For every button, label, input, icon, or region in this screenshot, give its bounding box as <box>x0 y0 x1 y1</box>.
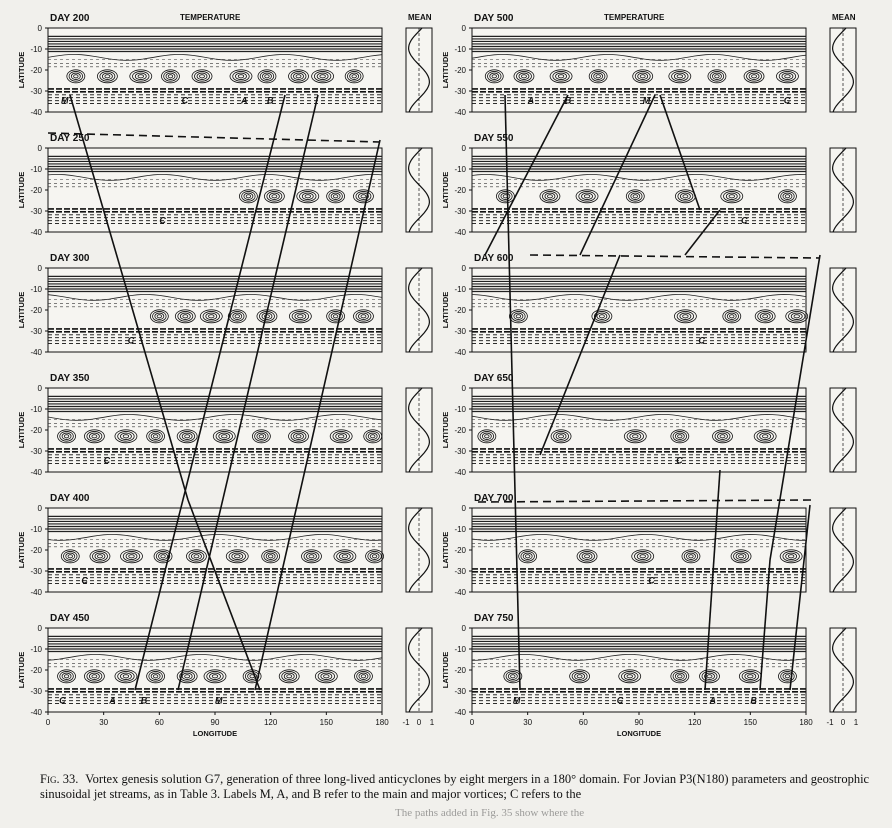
day-label: DAY 400 <box>50 493 90 504</box>
y-tick-label: 0 <box>461 264 466 273</box>
day-label: DAY 350 <box>50 373 90 384</box>
y-axis-label: LATITUDE <box>17 171 26 209</box>
x-tick-label: 0 <box>469 718 475 727</box>
y-tick-label: -20 <box>30 546 42 555</box>
bleed-through-text: The paths added in Fig. 35 show where the <box>395 807 585 819</box>
figure-number: Fig. 33. <box>40 772 79 786</box>
mean-tick-label: 1 <box>853 718 859 727</box>
y-axis-label: LATITUDE <box>441 531 450 569</box>
mean-tick-label: -1 <box>826 718 834 727</box>
x-tick-label: 60 <box>578 718 588 727</box>
x-tick-label: 0 <box>45 718 51 727</box>
x-tick-label: 180 <box>375 718 389 727</box>
y-tick-label: -30 <box>30 447 42 456</box>
header-mean: MEAN <box>408 13 432 22</box>
vortex-label-B: B <box>266 95 274 106</box>
x-tick-label: 150 <box>319 718 334 727</box>
day-label: DAY 200 <box>50 13 90 24</box>
vortex-label-M: M <box>512 695 521 706</box>
y-tick-label: 0 <box>37 24 42 33</box>
vortex-label-C: C <box>59 695 66 706</box>
day-label: DAY 550 <box>474 133 514 144</box>
y-tick-label: -20 <box>454 666 466 675</box>
vortex-label-A: A <box>709 695 717 706</box>
vortex-label-C: C <box>741 215 748 226</box>
y-tick-label: 0 <box>461 144 466 153</box>
panels-layer <box>17 13 859 738</box>
mean-tick-label: 1 <box>429 718 435 727</box>
y-tick-label: 0 <box>37 504 42 513</box>
vortex-label-C: C <box>81 575 88 586</box>
y-tick-label: -40 <box>30 348 42 357</box>
x-tick-label: 120 <box>687 718 702 727</box>
x-tick-label: 30 <box>99 718 109 727</box>
y-tick-label: -20 <box>30 66 42 75</box>
vortex-label-C: C <box>127 335 135 346</box>
y-tick-label: -20 <box>454 306 466 315</box>
vortex-label-C: C <box>648 575 655 586</box>
y-tick-label: 0 <box>461 624 466 633</box>
vortex-label-C: C <box>676 455 683 466</box>
y-tick-label: -40 <box>30 468 42 477</box>
y-tick-label: -20 <box>30 306 42 315</box>
y-tick-label: -40 <box>30 228 42 237</box>
vortex-label-M: M <box>215 695 223 706</box>
y-tick-label: -10 <box>30 525 42 534</box>
day-label: DAY 700 <box>474 493 514 504</box>
y-tick-label: -10 <box>30 645 42 654</box>
y-tick-label: -40 <box>30 588 42 597</box>
y-tick-label: -10 <box>30 45 42 54</box>
y-tick-label: 0 <box>461 504 466 513</box>
y-tick-label: -20 <box>30 426 42 435</box>
mean-tick-label: 0 <box>840 718 846 727</box>
y-tick-label: -30 <box>30 687 42 696</box>
y-tick-label: -40 <box>454 108 466 117</box>
y-tick-label: -20 <box>454 66 466 75</box>
y-tick-label: -40 <box>454 348 466 357</box>
y-axis-label: LATITUDE <box>17 291 26 329</box>
y-tick-label: -30 <box>454 687 466 696</box>
y-tick-label: 0 <box>37 624 42 633</box>
y-axis-label: LATITUDE <box>17 651 26 689</box>
vortex-label-B: B <box>750 695 757 706</box>
y-axis-label: LATITUDE <box>441 291 450 329</box>
y-tick-label: -40 <box>30 708 42 717</box>
y-tick-label: -30 <box>454 567 466 576</box>
x-tick-label: 120 <box>263 718 278 727</box>
figure-caption <box>40 772 890 802</box>
y-tick-label: -20 <box>30 186 42 195</box>
y-tick-label: -30 <box>30 87 42 96</box>
y-tick-label: -10 <box>454 285 466 294</box>
day-label: DAY 300 <box>50 253 90 264</box>
x-tick-label: 60 <box>154 718 164 727</box>
y-tick-label: -30 <box>454 87 466 96</box>
y-tick-label: -20 <box>454 186 466 195</box>
y-tick-label: -20 <box>454 426 466 435</box>
panel-frame <box>48 28 382 112</box>
y-tick-label: -10 <box>454 405 466 414</box>
y-axis-label: LATITUDE <box>17 531 26 569</box>
x-tick-label: 90 <box>634 718 644 727</box>
y-tick-label: -20 <box>30 666 42 675</box>
day-label: DAY 450 <box>50 613 90 624</box>
y-tick-label: -10 <box>454 525 466 534</box>
vortex-label-C: C <box>616 695 624 706</box>
day-label: DAY 750 <box>474 613 514 624</box>
caption-text: Vortex genesis solution G7, generation of three long-lived anticyclones by eight mergers in a 180° domain. For Jovian P3(N180) parameters and geostrophic sinusoidal jet streams, as in Table 3. Labels M, A, and B refer to the main and major vortices; C refers to the <box>40 772 870 801</box>
vortex-label-C: C <box>181 95 189 106</box>
y-tick-label: -30 <box>30 567 42 576</box>
y-tick-label: -20 <box>454 546 466 555</box>
y-tick-label: -10 <box>454 645 466 654</box>
y-tick-label: -40 <box>30 108 42 117</box>
x-tick-label: 150 <box>743 718 758 727</box>
vortex-label-A: A <box>240 95 248 106</box>
y-tick-label: 0 <box>37 264 42 273</box>
y-tick-label: -40 <box>454 708 466 717</box>
header-temperature: TEMPERATURE <box>604 13 665 22</box>
vortex-label-B: B <box>564 95 572 106</box>
x-axis-label: LONGITUDE <box>616 729 662 738</box>
header-mean: MEAN <box>832 13 856 22</box>
y-tick-label: 0 <box>37 384 42 393</box>
vortex-label-M: M <box>60 95 69 106</box>
x-axis-label: LONGITUDE <box>192 729 238 738</box>
day-label: DAY 600 <box>474 253 514 264</box>
y-tick-label: -30 <box>30 207 42 216</box>
y-tick-label: -10 <box>30 165 42 174</box>
vortex-label-A: A <box>109 695 116 706</box>
vortex-label-B: B <box>140 695 148 706</box>
vortex-label-C: C <box>159 215 166 226</box>
day-label: DAY 500 <box>474 13 514 24</box>
y-tick-label: -40 <box>454 588 466 597</box>
y-axis-label: LATITUDE <box>441 411 450 449</box>
vortex-label-C: C <box>783 95 791 106</box>
y-tick-label: 0 <box>37 144 42 153</box>
y-axis-label: LATITUDE <box>17 411 26 449</box>
y-axis-label: LATITUDE <box>17 51 26 89</box>
y-tick-label: -10 <box>30 405 42 414</box>
day-label: DAY 250 <box>50 133 90 144</box>
vortex-label-C: C <box>103 455 111 466</box>
y-tick-label: -10 <box>454 165 466 174</box>
y-tick-label: -30 <box>454 447 466 456</box>
y-tick-label: -10 <box>454 45 466 54</box>
mean-tick-label: 0 <box>416 718 422 727</box>
mean-tick-label: -1 <box>402 718 410 727</box>
y-axis-label: LATITUDE <box>441 51 450 89</box>
y-axis-label: LATITUDE <box>441 651 450 689</box>
y-tick-label: -40 <box>454 468 466 477</box>
y-tick-label: -10 <box>30 285 42 294</box>
y-tick-label: -30 <box>30 327 42 336</box>
y-tick-label: -30 <box>454 207 466 216</box>
y-tick-label: -30 <box>454 327 466 336</box>
y-tick-label: 0 <box>461 24 466 33</box>
vortex-label-C: C <box>698 335 705 346</box>
vortex-label-A: A <box>527 95 535 106</box>
x-tick-label: 30 <box>523 718 533 727</box>
x-tick-label: 90 <box>210 718 220 727</box>
vortex-label-M: M <box>642 95 651 106</box>
day-label: DAY 650 <box>474 373 514 384</box>
x-tick-label: 180 <box>799 718 813 727</box>
y-axis-label: LATITUDE <box>441 171 450 209</box>
y-tick-label: -40 <box>454 228 466 237</box>
header-temperature: TEMPERATURE <box>180 13 241 22</box>
y-tick-label: 0 <box>461 384 466 393</box>
